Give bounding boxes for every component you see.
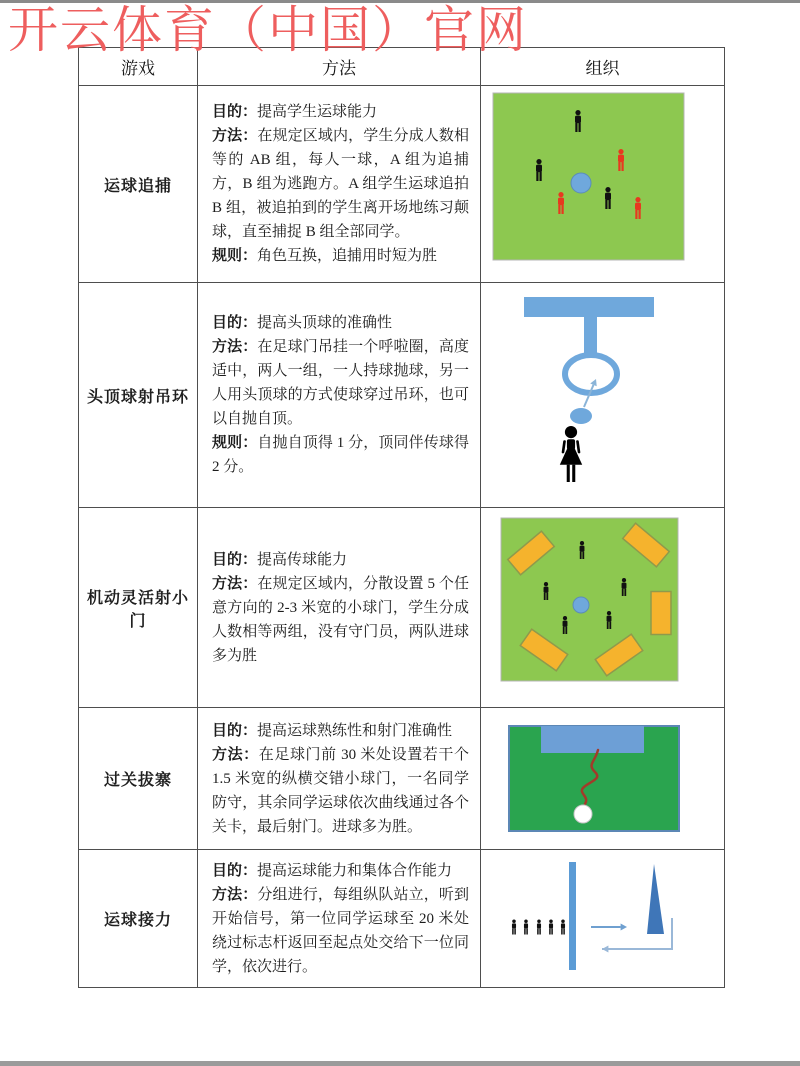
method-text: 在规定区域内，学生分成人数相等的 AB 组，每人一球，A 组为追捕方，B 组为逃跑方。A 组学生运球追拍 B 组，被追拍到的学生离开场地练习颠球，直至捕捉 B 组全部同学。 [212, 128, 469, 240]
marker-cone-icon [647, 864, 664, 934]
method-cell [198, 850, 481, 988]
column-header-game: 游戏 [79, 48, 198, 86]
method-line [212, 743, 469, 839]
method-text: 提高运球熟练性和射门准确性 [257, 722, 453, 739]
person-icon [512, 920, 516, 935]
mini-goal [651, 592, 671, 635]
game-name: 过关拔寨 [79, 708, 198, 850]
watermark-text: 开云体育（中国）官网 [8, 2, 528, 58]
method-label: 方法： [212, 886, 258, 903]
method-cell [198, 86, 481, 283]
player-icon [560, 426, 582, 482]
method-text: 提高传球能力 [257, 551, 348, 568]
person-icon [537, 920, 541, 935]
method-text: 分组进行，每组纵队站立，听到开始信号，第一位同学运球至 20 米处绕过标志杆返回至起点处交给下一位同学，依次进行。 [212, 886, 469, 975]
games-table [78, 47, 725, 988]
organization-cell [481, 850, 725, 988]
method-line [212, 859, 469, 883]
method-line [212, 883, 469, 979]
game-name: 运球接力 [79, 850, 198, 988]
method-label: 目的： [212, 722, 258, 739]
mini-goals-diagram [481, 508, 724, 707]
method-line [212, 335, 469, 431]
hoop-icon [565, 355, 617, 393]
football-icon [574, 805, 592, 823]
method-line [212, 311, 469, 335]
method-cell [198, 708, 481, 850]
table-row [79, 508, 725, 708]
game-name: 机动灵活射小门 [79, 508, 198, 708]
method-text: 提高运球能力和集体合作能力 [257, 862, 453, 879]
method-label: 目的： [212, 862, 258, 879]
table-row [79, 283, 725, 508]
ball-icon [570, 408, 592, 424]
method-line [212, 124, 469, 244]
table-row [79, 86, 725, 283]
method-line [212, 100, 469, 124]
ball-icon [573, 597, 589, 613]
method-label: 规则： [212, 248, 258, 264]
method-line [212, 548, 469, 572]
person-icon [561, 920, 565, 935]
ball-icon [571, 173, 591, 193]
forward-arrow-icon [591, 923, 627, 930]
method-text: 在足球门前 30 米处设置若干个 1.5 米宽的纵横交错小球门，一名同学防守，其余同学运球依次曲线通过各个关卡，最后射门。进球多为胜。 [212, 746, 469, 835]
method-cell [198, 283, 481, 508]
method-label: 目的： [212, 315, 258, 331]
goal-area [541, 726, 644, 753]
method-text: 提高学生运球能力 [257, 104, 378, 120]
method-line [212, 719, 469, 743]
game-name: 头顶球射吊环 [79, 283, 198, 508]
method-label: 方法： [212, 339, 258, 355]
relay-diagram [481, 850, 724, 987]
table-row [79, 850, 725, 988]
method-label: 规则： [212, 435, 258, 451]
game-name: 运球追捕 [79, 86, 198, 283]
method-line [212, 431, 469, 479]
goal-crossbar [524, 297, 654, 317]
start-line [569, 862, 576, 970]
column-header-organization: 组织 [481, 48, 725, 86]
method-label: 方法： [212, 575, 258, 592]
method-label: 方法： [212, 746, 259, 763]
organization-cell [481, 508, 725, 708]
person-icon [549, 920, 553, 935]
method-text: 自抛自顶得 1 分，顶同伴传球得 2 分。 [212, 435, 469, 475]
method-line [212, 244, 469, 268]
method-line [212, 572, 469, 668]
column-header-method: 方法 [198, 48, 481, 86]
chase-field-diagram [481, 86, 724, 282]
goal-post [584, 317, 597, 355]
method-text: 在足球门吊挂一个呼啦圈，高度适中，两人一组，一人持球抛球，另一人用头顶球的方式使球穿过吊环，也可以自抛自顶。 [212, 339, 469, 427]
method-cell [198, 508, 481, 708]
person-icon [524, 920, 528, 935]
organization-cell [481, 283, 725, 508]
method-text: 在规定区域内，分散设置 5 个任意方向的 2-3 米宽的小球门，学生分成人数相等两组，没有守门员，两队进球多为胜 [212, 575, 469, 664]
goal-dribble-diagram [481, 708, 724, 849]
method-label: 方法： [212, 128, 258, 144]
hoop-goal-diagram [481, 283, 724, 507]
organization-cell [481, 708, 725, 850]
organization-cell [481, 86, 725, 283]
method-label: 目的： [212, 551, 258, 568]
method-text: 提高头顶球的准确性 [257, 315, 393, 331]
method-label: 目的： [212, 104, 258, 120]
bottom-divider [0, 1061, 800, 1066]
table-row [79, 708, 725, 850]
method-text: 角色互换，追捕用时短为胜 [257, 248, 438, 264]
